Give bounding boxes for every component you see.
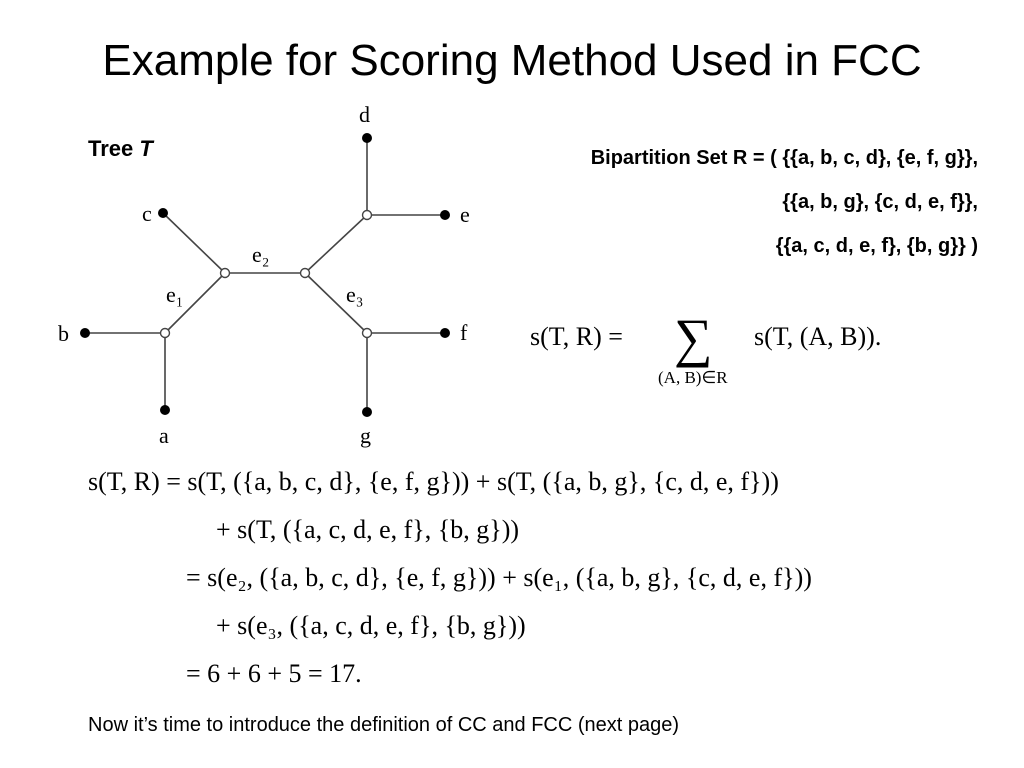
leaf-label-c: c — [142, 201, 152, 226]
footer-note: Now it’s time to introduce the definition of CC and FCC (next page) — [88, 714, 680, 736]
derivation-line-4: + s(e₃, ({a, c, d, e, f}, {b, g})) — [216, 611, 526, 640]
derivation-line-3: = s(e₂, ({a, b, c, d}, {e, f, g})) + s(e₁, ({a, b, g}, {c, d, e, f})) — [186, 563, 812, 592]
edge-label-e1: e₁ — [166, 282, 184, 307]
derivation-line-2: + s(T, ({a, c, d, e, f}, {b, g})) — [216, 515, 520, 544]
leaf-label-d: d — [359, 102, 370, 127]
tree-label-var: T — [139, 136, 153, 161]
tree-label-prefix: Tree — [88, 136, 134, 161]
derivation-line-5: = 6 + 6 + 5 = 17. — [186, 659, 362, 688]
leaf-node-c — [158, 208, 168, 218]
leaf-node-f — [440, 328, 450, 338]
edge-c — [163, 213, 225, 273]
leaf-label-b: b — [58, 321, 69, 346]
derivation — [88, 458, 812, 698]
slide-title: Example for Scoring Method Used in FCC — [102, 36, 922, 85]
edge-up — [305, 215, 367, 273]
leaf-label-e: e — [460, 202, 470, 227]
sum-symbol: ∑ — [674, 308, 713, 368]
bipartition-line-2: {{a, b, g}, {c, d, e, f}}, — [782, 191, 978, 213]
leaf-label-f: f — [460, 320, 468, 345]
definition-formula — [530, 308, 881, 387]
bipartition-line-3: {{a, c, d, e, f}, {b, g}} ) — [775, 235, 978, 257]
definition-lhs: s(T, R) = — [530, 322, 623, 351]
leaf-label-a: a — [159, 423, 169, 448]
leaf-node-a — [160, 405, 170, 415]
definition-rhs: s(T, (A, B)). — [754, 322, 882, 351]
derivation-line-1: s(T, R) = s(T, ({a, b, c, d}, {e, f, g})) + s(T, ({a, b, g}, {c, d, e, f})) — [88, 467, 779, 496]
edge-label-e2: e₂ — [252, 242, 270, 267]
internal-node-3 — [301, 269, 310, 278]
internal-node-2 — [221, 269, 230, 278]
leaf-node-e — [440, 210, 450, 220]
leaf-node-d — [362, 133, 372, 143]
internal-node-1 — [161, 329, 170, 338]
leaf-node-b — [80, 328, 90, 338]
edge-label-e3: e₃ — [346, 282, 364, 307]
bipartition-set — [591, 136, 978, 268]
leaf-label-g: g — [360, 423, 371, 448]
internal-node-4 — [363, 211, 372, 220]
leaf-node-g — [362, 407, 372, 417]
bipartition-line-1: Bipartition Set R = ( {{a, b, c, d}, {e, f, g}}, — [590, 147, 978, 169]
sum-subscript: (A, B)∈R — [658, 368, 728, 387]
internal-node-5 — [363, 329, 372, 338]
